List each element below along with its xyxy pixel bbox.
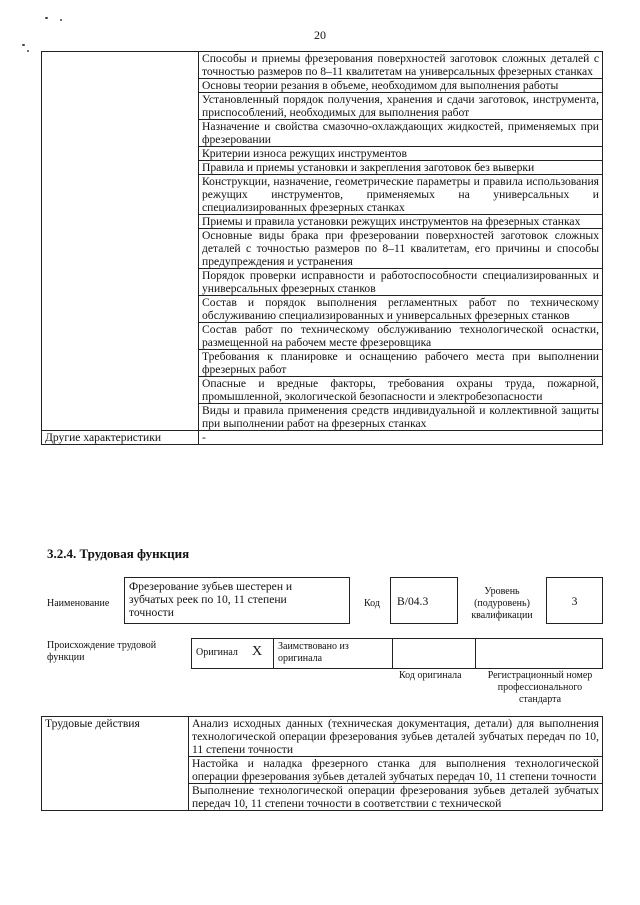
requirements-table <box>41 51 603 445</box>
scan-speck <box>45 17 48 19</box>
origin-grid-line <box>273 638 274 669</box>
requirement-text: Виды и правила применения средств индивидуальной и коллективной защиты при выполнении работ на фрезерных станках <box>199 404 603 431</box>
requirement-text: Установленный порядок получения, хранения и сдачи заготовок, инструмента, приспособлений, необходимых для выполнения работ <box>199 93 603 120</box>
requirement-text: Порядок проверки исправности и работоспособности специализированных и универсальных фрезерных станков <box>199 269 603 296</box>
requirement-text: Опасные и вредные факторы, требования охраны труда, пожарной, промышленной, экологической безопасности и электробезопасности <box>199 377 603 404</box>
requirement-label-cell <box>42 52 199 431</box>
requirement-text: Основные виды брака при фрезеровании поверхностей заготовок сложных деталей с точностью размеров по 8–11 квалитетам, его причины и способы предупреждения и устранения <box>199 229 603 269</box>
other-characteristics-value: - <box>199 431 603 445</box>
page-number: 20 <box>314 28 326 42</box>
scan-speck <box>60 19 62 21</box>
requirement-text: Основы теории резания в объеме, необходимом для выполнения работы <box>199 79 603 93</box>
code-original-label: Код оригинала <box>399 670 462 681</box>
requirement-text: Назначение и свойства смазочно-охлаждающих жидкостей, применяемых при фрезеровании <box>199 120 603 147</box>
other-characteristics-row <box>42 431 603 445</box>
origin-label: Происхождение трудовой функции <box>47 640 157 663</box>
action-row <box>42 717 603 757</box>
requirement-text: Состав работ по техническому обслуживанию технологической оснастки, размещенной на рабочем месте фрезеровщика <box>199 323 603 350</box>
origin-grid-line <box>475 638 476 669</box>
requirement-text: Критерии износа режущих инструментов <box>199 147 603 161</box>
actions-label: Трудовые действия <box>42 717 189 811</box>
name-value: Фрезерование зубьев шестерен и зубчатых реек по 10, 11 степени точности <box>129 580 293 619</box>
level-label: Уровень (подуровень) квалификации <box>471 586 533 621</box>
requirement-text: Приемы и правила установки режущих инструментов на фрезерных станках <box>199 215 603 229</box>
name-label: Наименование <box>47 598 110 609</box>
requirement-text: Состав и порядок выполнения регламентных работ по техническому обслуживанию специализированных и универсальных фрезерных станков <box>199 296 603 323</box>
scan-speck <box>22 44 25 46</box>
level-value: 3 <box>571 595 578 608</box>
code-label: Код <box>364 598 380 609</box>
requirement-text: Конструкции, назначение, геометрические параметры и правила использования режущих инструментов, применяемых на универсальных и специализированных фрезерных станках <box>199 175 603 215</box>
action-text: Выполнение технологической операции фрезерования зубьев деталей зубчатых передач 10, 11 степени точности в соответствии с технической <box>189 784 603 811</box>
actions-table <box>41 716 603 811</box>
requirement-text: Правила и приемы установки и закрепления заготовок без выверки <box>199 161 603 175</box>
action-text: Настойка и наладка фрезерного станка для выполнения технологической операции фрезерования зубьев деталей зубчатых передач 10, 11 степени точности <box>189 757 603 784</box>
origin-grid-line <box>392 638 393 669</box>
action-text: Анализ исходных данных (техническая документация, детали) для выполнения технологической операции фрезерования зубьев деталей зубчатых передач по 10, 11 степени точности <box>189 717 603 757</box>
code-value: B/04.3 <box>397 595 429 608</box>
reg-number-label: Регистрационный номер профессионального стандарта <box>487 670 593 705</box>
original-label: Оригинал <box>196 647 238 658</box>
scan-speck <box>27 50 29 52</box>
requirement-text: Способы и приемы фрезерования поверхностей заготовок сложных деталей с точностью размеров по 8–11 квалитетам на универсальных фрезерных станках <box>199 52 603 79</box>
original-mark: X <box>252 644 263 659</box>
requirement-row <box>42 52 603 79</box>
other-characteristics-label: Другие характеристики <box>42 431 199 445</box>
requirement-text: Требования к планировке и оснащению рабочего места при выполнении фрезерных работ <box>199 350 603 377</box>
borrowed-label: Заимствовано из оригинала <box>278 641 349 664</box>
section-title: 3.2.4. Трудовая функция <box>47 546 190 561</box>
